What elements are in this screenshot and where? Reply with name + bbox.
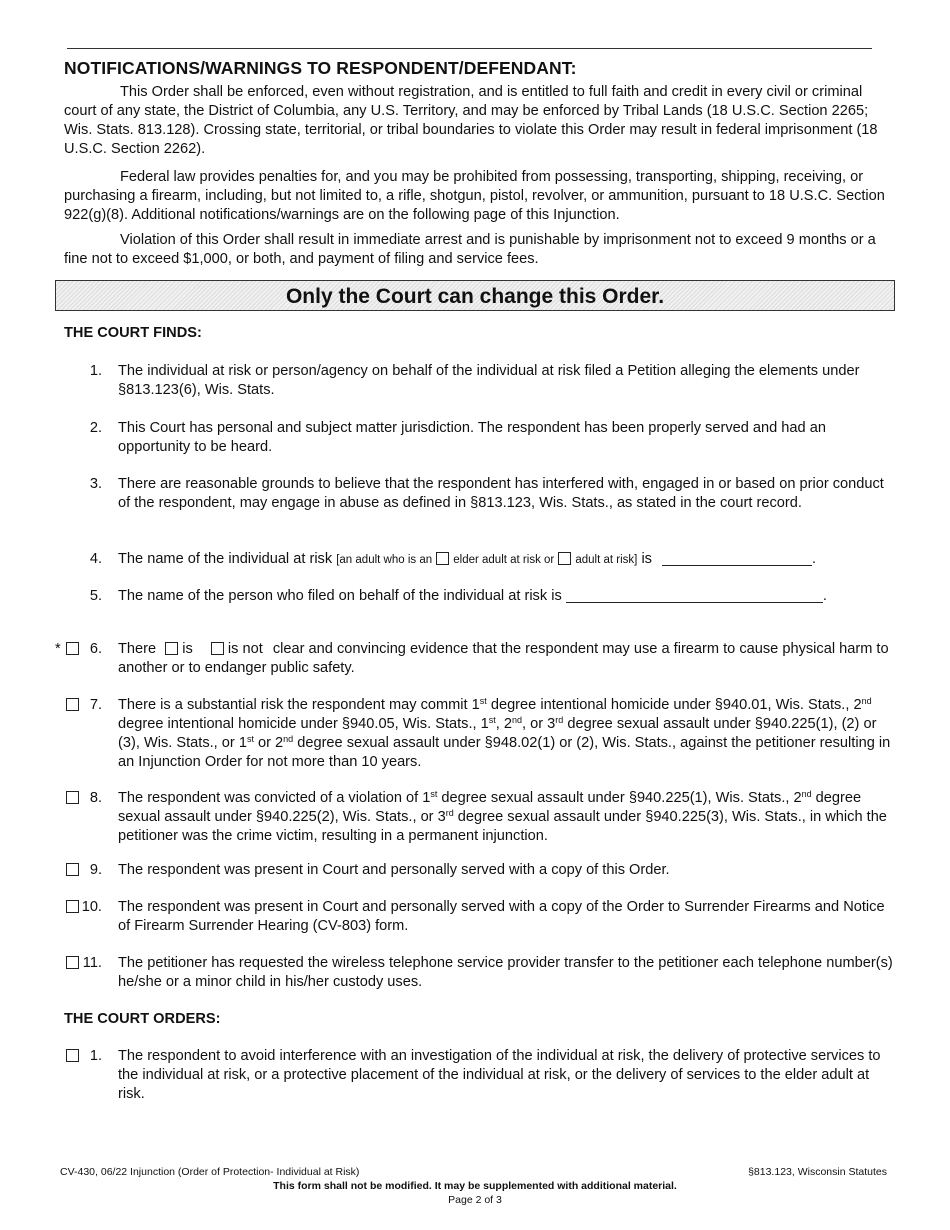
order-text: The respondent to avoid interference with an investigation of the individual at risk, the delivery of protective services to the individual at risk, or a protective placement of the individual at risk, or the delivery of services to the elder adult at risk.	[118, 1048, 881, 1102]
item-number: 9.	[89, 862, 102, 878]
notifications-heading: NOTIFICATIONS/WARNINGS TO RESPONDENT/DEFENDANT:	[64, 58, 577, 78]
finding-text: The individual at risk or person/agency on behalf of the individual at risk filed a Petition alleging the elements under §813.123(6), Wis. Stats.	[118, 363, 860, 398]
court-finds-heading: THE COURT FINDS:	[64, 325, 202, 341]
finding-text: There is a substantial risk the respondent may commit 1st degree intentional homicide under §940.01, Wis. Stats., 2nd degree intentional homicide under §940.05, Wis. Stats., 1st, 2nd, or 3rd degree sexual assault under §940.225(1), (2) or (3), Wis. Stats., or 1st or 2nd degree sexual assault under §948.02(1) or (2), Wis. Stats., against the petitioner resulting in an Injunction Order for not more than 10 years.	[118, 696, 891, 770]
finding-text: There are reasonable grounds to believe that the respondent has interfered with, engaged in or based on prior conduct of the respondent, may engage in abuse as defined in §813.123, Wis. Stats., as stated in the court record.	[118, 476, 884, 511]
finding-9-checkbox[interactable]	[66, 863, 79, 876]
item-number: 3.	[89, 476, 102, 492]
court-change-banner: Only the Court can change this Order.	[55, 280, 895, 311]
finding-text: This Court has personal and subject matter jurisdiction. The respondent has been properly served and had an opportunity to be heard.	[118, 420, 826, 455]
finding-text: The petitioner has requested the wireless telephone service provider transfer to the petitioner each telephone number(s) he/she or a minor child in his/her custody uses.	[118, 955, 893, 990]
finding-text: The respondent was present in Court and personally served with a copy of the Order to Surrender Firearms and Notice of Firearm Surrender Hearing (CV-803) form.	[118, 899, 885, 934]
top-rule	[67, 48, 872, 49]
is-not-checkbox[interactable]	[211, 642, 224, 655]
item-number: 6.	[89, 641, 102, 657]
adult-at-risk-checkbox[interactable]	[558, 552, 571, 565]
modification-notice: This form shall not be modified. It may be supplemented with additional material.	[273, 1180, 677, 1192]
item-number: 1.	[89, 363, 102, 379]
item-number: 7.	[89, 697, 102, 713]
statute-reference: §813.123, Wisconsin Statutes	[748, 1166, 887, 1178]
finding-text: The respondent was convicted of a violation of 1st degree sexual assault under §940.225(1), Wis. Stats., 2nd degree sexual assault under §940.225(2), Wis. Stats., or 3rd degree sexual assault under §940.225(3), Wis. Stats., in which the petitioner was the crime victim, resulting in a permanent injunction.	[118, 789, 887, 844]
finding-text: The respondent was present in Court and personally served with a copy of this Order.	[118, 862, 670, 878]
item-number: 8.	[89, 790, 102, 806]
order-1-checkbox[interactable]	[66, 1049, 79, 1062]
individual-at-risk-name-field[interactable]	[662, 551, 812, 566]
item-number: 1.	[89, 1048, 102, 1064]
finding-6-checkbox[interactable]	[66, 642, 79, 655]
finding-8-checkbox[interactable]	[66, 791, 79, 804]
notification-paragraph-1: This Order shall be enforced, even without registration, and is entitled to full faith and credit in every civil or criminal court of any state, the District of Columbia, any U.S. Territory, and may be enforced by Tribal Lands (18 U.S.C. Section 2265; Wis. Stats. 813.128). Crossing state, territorial, or tribal boundaries to violate this Order may result in federal imprisonment (18 U.S.C. Section 2262).	[64, 84, 878, 157]
notification-paragraph-2: Federal law provides penalties for, and you may be prohibited from possessing, transporting, shipping, receiving, or purchasing a firearm, including, but not limited to, a rifle, shotgun, pistol, revolver, or ammunition, pursuant to 18 U.S.C. Section 922(g)(8). Additional notifications/warnings are on the following page of this Injunction.	[64, 169, 885, 223]
form-id: CV-430, 06/22 Injunction (Order of Protection- Individual at Risk)	[60, 1166, 360, 1178]
elder-adult-checkbox[interactable]	[436, 552, 449, 565]
notification-paragraph-3: Violation of this Order shall result in immediate arrest and is punishable by imprisonment not to exceed 9 months or a fine not to exceed $1,000, or both, and payment of filing and service fees.	[64, 232, 876, 267]
court-orders-heading: THE COURT ORDERS:	[64, 1011, 221, 1027]
page-number: Page 2 of 3	[448, 1194, 502, 1206]
item-number: 10.	[81, 899, 102, 915]
item-number: 4.	[89, 551, 102, 567]
item-number: 2.	[89, 420, 102, 436]
petitioner-name-field[interactable]	[566, 588, 823, 603]
finding-7-checkbox[interactable]	[66, 698, 79, 711]
item-number: 5.	[89, 588, 102, 604]
item-number: 11.	[82, 955, 102, 971]
is-checkbox[interactable]	[165, 642, 178, 655]
